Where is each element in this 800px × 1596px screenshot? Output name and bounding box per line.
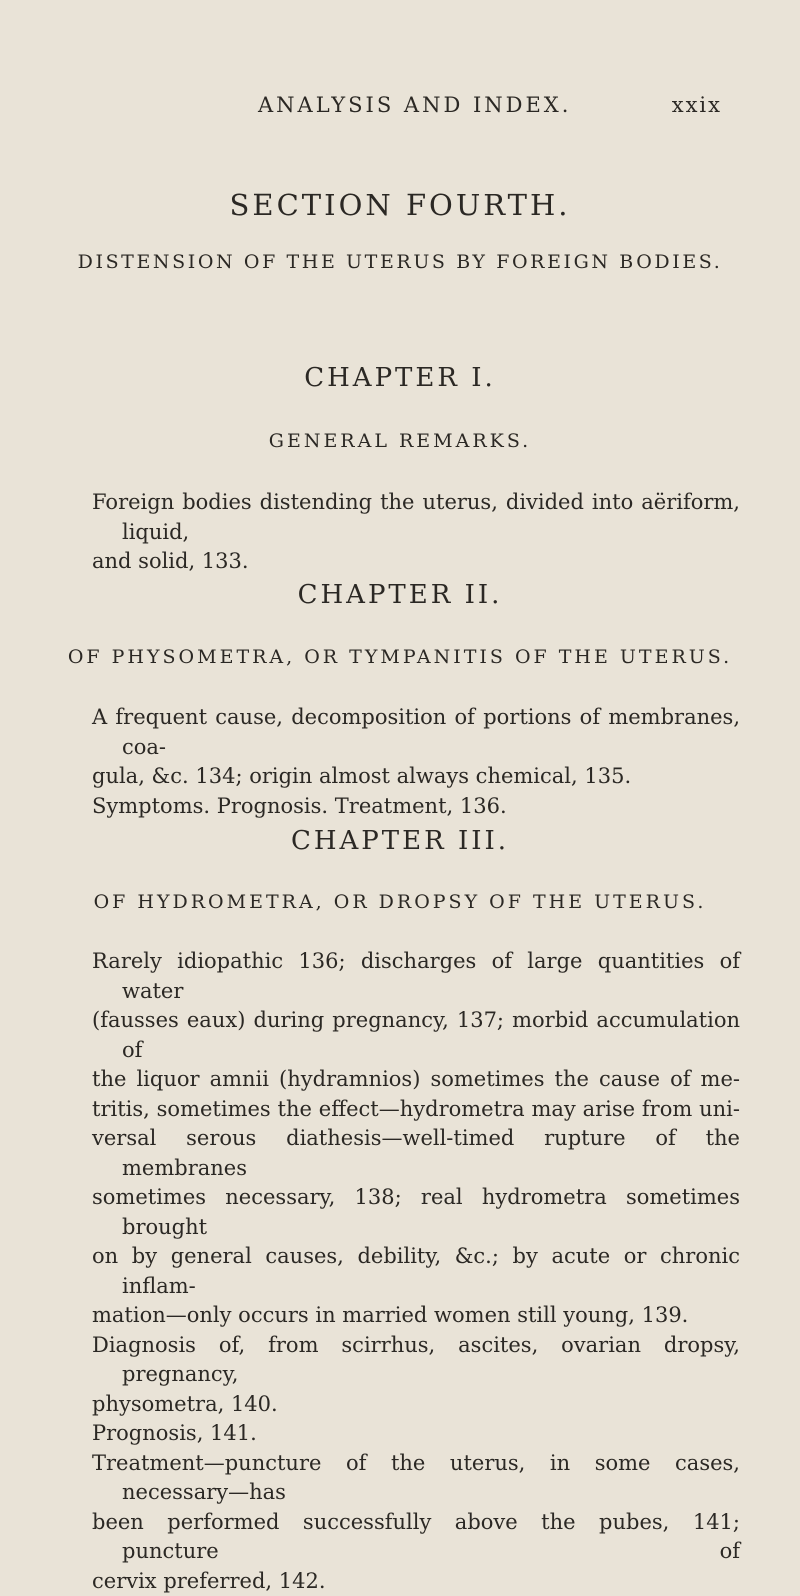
entry-line: and solid, 133. (122, 547, 740, 577)
running-head-title: ANALYSIS AND INDEX. (258, 93, 571, 117)
entry-line: on by general causes, debility, &c.; by acute or chronic inflam- (122, 1242, 740, 1301)
entry-line: Symptoms. Prognosis. Treatment, 136. (122, 792, 740, 822)
entry-line: A frequent cause, decomposition of portions of membranes, coa- (122, 703, 740, 762)
entry-line: Foreign bodies distending the uterus, divided into aëriform, liquid, (122, 488, 740, 547)
entry-line: the liquor amnii (hydramnios) sometimes the cause of me- (122, 1065, 740, 1095)
entry-line: been performed successfully above the pubes, 141; puncture of (122, 1508, 740, 1567)
page-number: xxix (672, 93, 722, 117)
chapter-1-heading: CHAPTER I. (0, 363, 800, 393)
entry-line: mation—only occurs in married women still young, 139. (122, 1301, 740, 1331)
chapter-3-entries (92, 947, 740, 1596)
part-title: DISTENSION OF THE UTERUS BY FOREIGN BODIES. (0, 251, 800, 273)
entry-line: versal serous diathesis—well-timed rupture of the membranes (122, 1124, 740, 1183)
chapter-2-entries (92, 703, 740, 821)
chapter-1-subheading: GENERAL REMARKS. (0, 430, 800, 452)
entry-line: tritis, sometimes the effect—hydrometra may arise from uni- (122, 1095, 740, 1125)
entry-line: gula, &c. 134; origin almost always chemical, 135. (122, 762, 740, 792)
entry-line: Diagnosis of, from scirrhus, ascites, ovarian dropsy, pregnancy, (122, 1331, 740, 1390)
chapter-3-heading: CHAPTER III. (0, 826, 800, 856)
chapter-3-subheading: OF HYDROMETRA, OR DROPSY OF THE UTERUS. (0, 891, 800, 913)
chapter-2-subheading: OF PHYSOMETRA, OR TYMPANITIS OF THE UTERUS. (0, 646, 800, 668)
entry-line: physometra, 140. (122, 1390, 740, 1420)
entry-line: sometimes necessary, 138; real hydrometra sometimes brought (122, 1183, 740, 1242)
entry-line: Rarely idiopathic 136; discharges of large quantities of water (122, 947, 740, 1006)
entry-line: Treatment—puncture of the uterus, in some cases, necessary—has (122, 1449, 740, 1508)
chapter-1-entry (92, 488, 740, 577)
entry-line: Prognosis, 141. (122, 1419, 740, 1449)
section-title: SECTION FOURTH. (0, 188, 800, 222)
chapter-2-heading: CHAPTER II. (0, 580, 800, 610)
entry-line: cervix preferred, 142. (122, 1567, 740, 1596)
entry-line: (fausses eaux) during pregnancy, 137; morbid accumulation of (122, 1006, 740, 1065)
